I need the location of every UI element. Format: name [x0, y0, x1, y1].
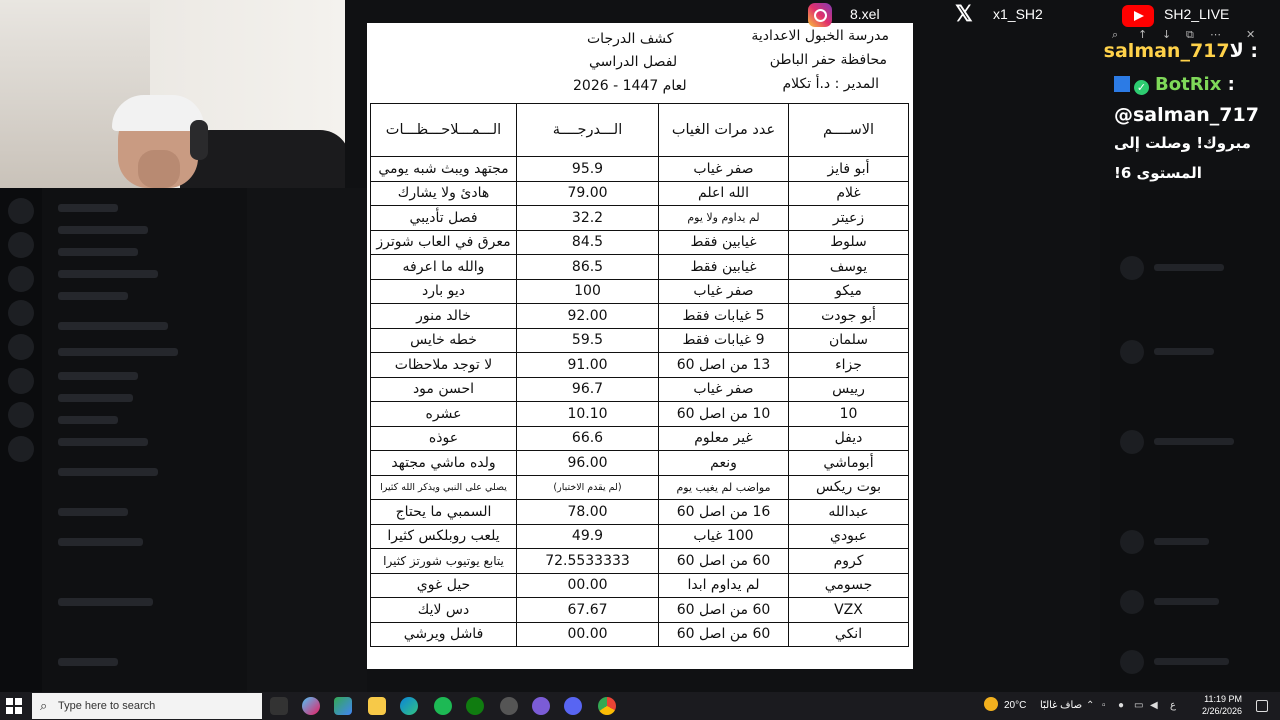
cell-absences: 10 من اصل 60	[659, 402, 789, 427]
tray-temperature[interactable]: 20°C	[1004, 700, 1027, 711]
cell-absences: 5 غيابات فقط	[659, 304, 789, 329]
chat-bot-text-1: مبروك! وصلت إلى	[1114, 134, 1251, 152]
cell-grade: 91.00	[517, 353, 659, 378]
arrow-up-icon[interactable]: ↑	[1138, 28, 1148, 41]
camera-icon[interactable]: ▫	[1102, 700, 1106, 711]
cell-absences: صفر غياب	[659, 377, 789, 402]
microphone-icon[interactable]: ●	[1118, 700, 1125, 711]
cell-grade: 10.10	[517, 402, 659, 427]
task-view-icon[interactable]	[270, 697, 288, 715]
cell-notes: والله ما اعرفه	[371, 255, 517, 280]
discord-icon[interactable]	[564, 697, 582, 715]
table-row	[371, 255, 909, 280]
clock-date[interactable]: 2/26/2026	[1201, 706, 1242, 716]
youtube-icon	[1122, 5, 1154, 27]
notification-icon[interactable]	[1256, 700, 1268, 712]
cell-name: غلام	[789, 181, 909, 206]
cell-grade: 100	[517, 279, 659, 304]
app-icon-purple[interactable]	[532, 697, 550, 715]
grade-report-sheet	[367, 23, 913, 669]
cell-absences: 60 من اصل 60	[659, 549, 789, 574]
chat-area	[247, 188, 367, 692]
cell-absences: لم يداوم ولا يوم	[659, 206, 789, 231]
school-name: مدرسة الخبول الاعدادية	[751, 28, 889, 44]
bot-name: BotRix	[1155, 74, 1222, 95]
school-region: محافظة حفر الباطن	[769, 52, 887, 68]
report-year: لعام 1447 - 2026	[573, 78, 687, 94]
cell-absences: مواضب لم يغيب يوم	[659, 475, 789, 500]
cell-notes: يلعب روبلكس كثيرا	[371, 524, 517, 549]
table-header-row	[371, 104, 909, 157]
search-placeholder: Type here to search	[58, 700, 156, 712]
cell-notes: فاشل ويرشي	[371, 622, 517, 647]
cell-grade: 66.6	[517, 426, 659, 451]
cell-absences: الله اعلم	[659, 181, 789, 206]
popout-icon[interactable]: ⧉	[1186, 28, 1194, 41]
start-button[interactable]	[6, 698, 22, 714]
school-principal: المدير : د.أ تكلام	[782, 76, 879, 92]
cell-name: زعيتر	[789, 206, 909, 231]
member-list	[1100, 190, 1280, 690]
obs-icon[interactable]	[500, 697, 518, 715]
cell-name: يوسف	[789, 255, 909, 280]
cell-notes: ديو بارد	[371, 279, 517, 304]
table-row	[371, 524, 909, 549]
cell-name: سلوط	[789, 230, 909, 255]
cell-grade: 79.00	[517, 181, 659, 206]
download-icon[interactable]: ↓	[1162, 28, 1172, 41]
table-row	[371, 230, 909, 255]
webcam-feed	[0, 0, 345, 188]
cell-name: ميكو	[789, 279, 909, 304]
instagram-label: 8.xel	[850, 6, 880, 22]
grade-table	[370, 103, 909, 647]
cell-notes: لا توجد ملاحظات	[371, 353, 517, 378]
spotify-icon[interactable]	[434, 697, 452, 715]
cell-grade: 32.2	[517, 206, 659, 231]
table-row	[371, 328, 909, 353]
tray-weather-condition[interactable]: صاف غالبًا	[1040, 700, 1083, 711]
cell-notes: عوذه	[371, 426, 517, 451]
table-row	[371, 426, 909, 451]
cell-notes: يتابع يوتيوب شورتز كثيرا	[371, 549, 517, 574]
cell-grade: 92.00	[517, 304, 659, 329]
header-absences: عدد مرات الغياب	[659, 104, 789, 157]
chat-bot-text-2: المستوى 6!	[1114, 164, 1202, 182]
volume-icon[interactable]: ◀	[1150, 700, 1158, 711]
xbox-icon[interactable]	[466, 697, 484, 715]
report-class: لفصل الدراسي	[589, 54, 678, 70]
cell-grade: 96.00	[517, 451, 659, 476]
cell-name: جزاء	[789, 353, 909, 378]
headset	[190, 120, 208, 160]
cell-name: بوت ريكس	[789, 475, 909, 500]
table-row	[371, 279, 909, 304]
search-icon: ⌕	[40, 698, 48, 713]
table-row	[371, 353, 909, 378]
cell-grade: 00.00	[517, 573, 659, 598]
close-icon[interactable]: ✕	[1246, 28, 1256, 41]
bot-separator: :	[1221, 74, 1235, 95]
cell-absences: 100 غياب	[659, 524, 789, 549]
x-label: x1_SH2	[993, 6, 1043, 22]
cell-name: عبودي	[789, 524, 909, 549]
cell-notes: ولده ماشي مجتهد	[371, 451, 517, 476]
cell-notes: عشره	[371, 402, 517, 427]
table-row	[371, 304, 909, 329]
cell-grade: 67.67	[517, 598, 659, 623]
table-row	[371, 157, 909, 182]
clock-time[interactable]: 11:19 PM	[1204, 694, 1242, 704]
x-logo-icon: 𝕏	[955, 1, 973, 26]
taskbar-search-box[interactable]	[32, 693, 262, 719]
cell-absences: 16 من اصل 60	[659, 500, 789, 525]
cell-name: ديفل	[789, 426, 909, 451]
cell-grade: 49.9	[517, 524, 659, 549]
cell-absences: غيابين فقط	[659, 230, 789, 255]
header-grade: الـــدرجــــة	[517, 104, 659, 157]
table-row	[371, 206, 909, 231]
table-row	[371, 181, 909, 206]
cell-name: جسومي	[789, 573, 909, 598]
chat-overlay	[1103, 40, 1280, 200]
cell-absences: 13 من اصل 60	[659, 353, 789, 378]
cell-notes: حيل غوي	[371, 573, 517, 598]
cell-absences: 60 من اصل 60	[659, 598, 789, 623]
table-row	[371, 598, 909, 623]
cell-name: أبو جودت	[789, 304, 909, 329]
cell-absences: لم يداوم ابدا	[659, 573, 789, 598]
cell-notes: هادئ ولا يشارك	[371, 181, 517, 206]
bot-badge-icon	[1114, 76, 1130, 92]
cell-grade: 84.5	[517, 230, 659, 255]
cell-name: كروم	[789, 549, 909, 574]
cell-grade: 86.5	[517, 255, 659, 280]
cell-name: أبوماشي	[789, 451, 909, 476]
cell-name: VZX	[789, 598, 909, 623]
instagram-icon	[808, 3, 832, 27]
chat-message-1	[1104, 40, 1258, 62]
cell-absences: غيابين فقط	[659, 255, 789, 280]
cell-grade: (لم يقدم الاختبار)	[517, 475, 659, 500]
table-row	[371, 622, 909, 647]
cell-name: عبدالله	[789, 500, 909, 525]
cell-grade: 78.00	[517, 500, 659, 525]
table-row	[371, 451, 909, 476]
cell-grade: 59.5	[517, 328, 659, 353]
table-row	[371, 475, 909, 500]
network-icon[interactable]: ▭	[1134, 700, 1144, 711]
streamer-hand	[138, 150, 180, 188]
language-indicator[interactable]: ع	[1170, 700, 1176, 711]
cell-name: انكي	[789, 622, 909, 647]
chevron-up-icon[interactable]: ⌃	[1086, 700, 1095, 711]
cell-absences: غير معلوم	[659, 426, 789, 451]
cell-notes: فصل تأديبي	[371, 206, 517, 231]
cell-absences: ونعم	[659, 451, 789, 476]
report-title: كشف الدرجات	[587, 31, 674, 47]
table-row	[371, 402, 909, 427]
cell-grade: 96.7	[517, 377, 659, 402]
channel-list	[42, 188, 247, 692]
youtube-label: SH2_LIVE	[1164, 6, 1230, 22]
table-row	[371, 500, 909, 525]
cell-notes: مجتهد ويبث شبه يومي	[371, 157, 517, 182]
weather-icon[interactable]	[984, 697, 998, 711]
cell-grade: 72.5533333	[517, 549, 659, 574]
cell-name: 10	[789, 402, 909, 427]
cell-notes: احسن مود	[371, 377, 517, 402]
header-name: الاســــم	[789, 104, 909, 157]
verified-check-icon: ✓	[1134, 80, 1149, 95]
chat-mention: @salman_717	[1114, 104, 1259, 126]
cell-grade: 95.9	[517, 157, 659, 182]
cell-notes: دس لايك	[371, 598, 517, 623]
table-row	[371, 377, 909, 402]
cell-name: رييس	[789, 377, 909, 402]
cell-name: أبو فايز	[789, 157, 909, 182]
cell-notes: خالد منور	[371, 304, 517, 329]
table-row	[371, 549, 909, 574]
play-store-icon[interactable]	[334, 697, 352, 715]
cell-absences: صفر غياب	[659, 279, 789, 304]
copilot-icon[interactable]	[302, 697, 320, 715]
chat-bot-message	[1114, 74, 1235, 95]
zoom-icon[interactable]: ⌕	[1112, 28, 1119, 41]
cell-absences: 60 من اصل 60	[659, 622, 789, 647]
chrome-icon[interactable]	[598, 697, 616, 715]
cell-notes: السمبي ما يحتاج	[371, 500, 517, 525]
cell-notes: معرق في العاب شوترز	[371, 230, 517, 255]
cell-notes: خطه خايس	[371, 328, 517, 353]
edge-icon[interactable]	[400, 697, 418, 715]
cell-absences: 9 غيابات فقط	[659, 328, 789, 353]
server-sidebar	[0, 188, 42, 692]
cell-notes: يصلي على النبي ويذكر الله كثيرا	[371, 475, 517, 500]
chat-username: salman_717	[1103, 40, 1230, 62]
table-row	[371, 573, 909, 598]
file-explorer-icon[interactable]	[368, 697, 386, 715]
chat-message-text: لا :	[1229, 40, 1258, 62]
cell-absences: صفر غياب	[659, 157, 789, 182]
more-icon[interactable]: ⋯	[1210, 28, 1221, 41]
windows-taskbar	[0, 692, 1280, 720]
header-notes: الـــمـــلاحـــظـــات	[371, 104, 517, 157]
cell-grade: 00.00	[517, 622, 659, 647]
cell-name: سلمان	[789, 328, 909, 353]
